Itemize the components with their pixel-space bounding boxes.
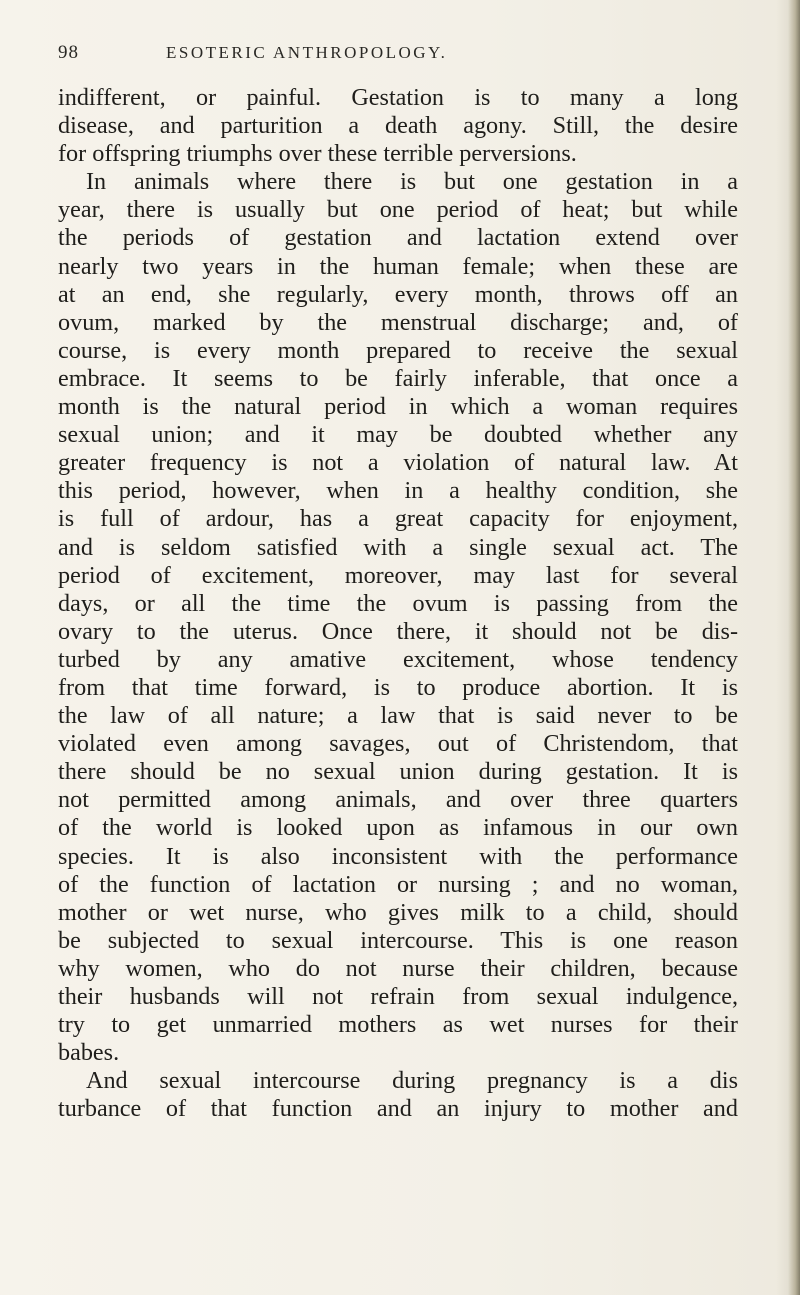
text-line: disease, and parturition a death agony. Still, the desire [58,112,738,140]
text-line: indifferent, or painful. Gestation is to many a long [58,84,738,111]
page-edge-shadow [788,0,800,1295]
running-head [58,42,758,72]
text-line: month is the natural period in which a woman requires [58,393,738,421]
running-title: ESOTERIC ANTHROPOLOGY. [166,43,448,62]
text-line: of the world is looked upon as infamous in our own [58,814,738,842]
text-line: why women, who do not nurse their children, because [58,954,738,982]
text-line: the periods of gestation and lactation extend over [58,224,738,252]
body-text [58,84,738,1123]
text-line: period of excitement, moreover, may last for several [58,561,738,589]
text-line: greater frequency is not a violation of natural law. At [58,449,738,477]
text-line: year, there is usually but one period of heat; but while [58,196,738,224]
text-line: turbed by any amative excitement, whose tendency [58,645,738,673]
text-line: at an end, she regularly, every month, throws off an [58,280,738,308]
text-line: and is seldom satisfied with a single sexual act. The [58,533,738,561]
text-line: course, is every month prepared to receive the sexual [58,336,738,364]
text-line: violated even among savages, out of Christendom, that [58,730,738,758]
text-line: try to get unmarried mothers as wet nurses for their [58,1011,738,1039]
text-line: babes. [58,1039,120,1067]
text-line: for offspring triumphs over these terrible perversions. [58,140,577,168]
page-number: 98 [58,42,79,63]
text-line: In animals where there is but one gestation in a [86,168,738,196]
text-line: And sexual intercourse during pregnancy is a dis [86,1067,738,1095]
text-line: ovary to the uterus. Once there, it should not be dis- [58,617,738,645]
text-line: embrace. It seems to be fairly inferable, that once a [58,364,738,392]
text-line: nearly two years in the human female; when these are [58,252,738,280]
text-line: there should be no sexual union during gestation. It is [58,758,738,786]
text-line: is full of ardour, has a great capacity for enjoyment, [58,505,738,533]
text-line: from that time forward, is to produce abortion. It is [58,673,738,701]
text-line: this period, however, when in a healthy condition, she [58,477,738,505]
text-line: mother or wet nurse, who gives milk to a child, should [58,898,738,926]
text-line: be subjected to sexual intercourse. This is one reason [58,926,738,954]
text-line: the law of all nature; a law that is said never to be [58,702,738,730]
text-line: not permitted among animals, and over three quarters [58,786,738,814]
text-line: ovum, marked by the menstrual discharge; and, of [58,308,738,336]
text-line: sexual union; and it may be doubted whether any [58,421,738,449]
text-line: of the function of lactation or nursing ; and no woman, [58,870,738,898]
text-line: days, or all the time the ovum is passing from the [58,589,738,617]
text-line: species. It is also inconsistent with the performance [58,842,738,870]
text-line: turbance of that function and an injury to mother and [58,1095,738,1123]
text-line: their husbands will not refrain from sexual indulgence, [58,983,738,1010]
